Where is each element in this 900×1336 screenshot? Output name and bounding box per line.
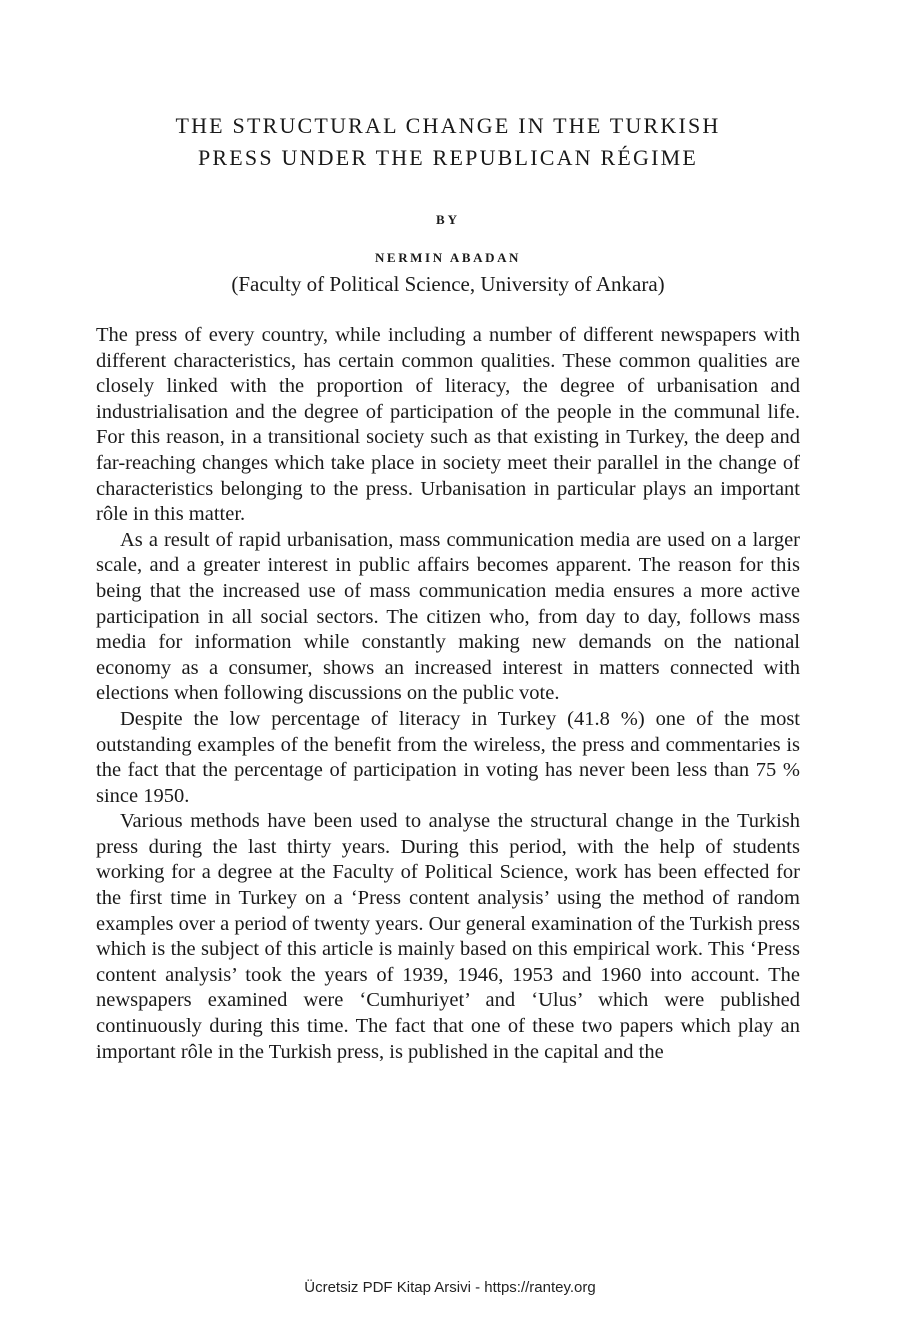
body-paragraph-2: As a result of rapid urbanisation, mass communication media are used on a larger scale, and a greater interest in public affairs becomes apparent. The reason for this being that the increased use of mass communication media ensures a more active participation in all social sectors. The citizen who, from day to day, follows mass media for information while constantly making new demands on the national economy as a consumer, shows an increased interest in matters connected with elections when following discussions on the public vote.	[96, 528, 800, 705]
author-name: NERMIN ABADAN	[374, 250, 522, 265]
article-title	[96, 110, 800, 174]
body-paragraph-4: Various methods have been used to analyse the structural change in the Turkish press during the last thirty years. During this period, with the help of students working for a degree at the Faculty of Political Science, work has been effected for the first time in Turkey on a ‘Press content analysis’ using the method of random examples over a period of twenty years. Our general examination of the Turkish press which is the subject of this article is mainly based on this empirical work. This ‘Press content analysis’ took the years of 1939, 1946, 1953 and 1960 into account. The newspapers examined were ‘Cumhuriyet’ and ‘Ulus’ which were published continuously during this time. The fact that one of these two papers which play an important rôle in the Turkish press, is published in the capital and the	[96, 810, 800, 1063]
body-paragraph-1: The press of every country, while including a number of different newspapers with different characteristics, has certain common qualities. These common qualities are closely linked with the proportion of literacy, the degree of urbanisation and industrialisation and the degree of participation of the people in the communal life. For this reason, in a transitional society such as that existing in Turkey, the deep and far-reaching changes which take place in society meet their parallel in the change of characteristics belonging to the press. Urbanisation in particular plays an important rôle in this matter.	[96, 324, 800, 526]
body-paragraph-3: Despite the low percentage of literacy in Turkey (41.8 %) one of the most outstanding examples of the benefit from the wireless, the press and commentaries is the fact that the percentage of participation in voting has never been less than 75 % since 1950.	[96, 707, 800, 807]
article-body	[96, 323, 800, 1065]
byline-label: BY	[435, 212, 461, 227]
author-affiliation: (Faculty of Political Science, University of Ankara)	[231, 272, 665, 296]
title-line-1: THE STRUCTURAL CHANGE IN THE TURKISH	[175, 113, 721, 138]
title-line-2: PRESS UNDER THE REPUBLICAN RÉGIME	[197, 145, 698, 170]
article-page	[96, 110, 800, 1065]
footer-watermark: Ücretsiz PDF Kitap Arsivi - https://rantey.org	[304, 1279, 596, 1296]
